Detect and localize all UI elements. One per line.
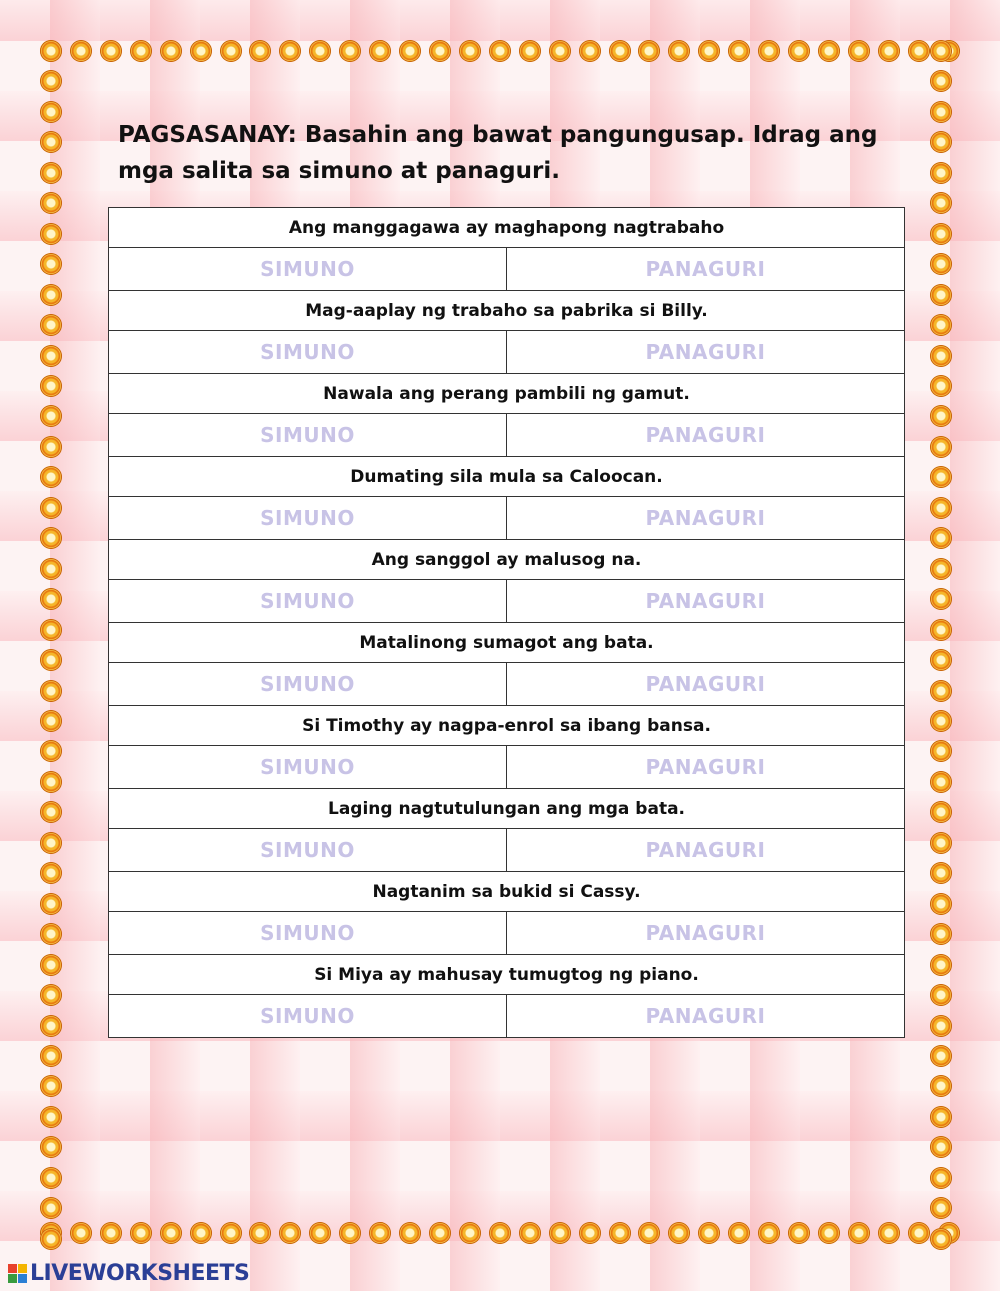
sun-icon (930, 771, 952, 793)
simuno-label: SIMUNO (260, 423, 355, 447)
sun-icon (40, 1106, 62, 1128)
sun-icon (930, 375, 952, 397)
sun-icon (40, 497, 62, 519)
sun-icon (930, 345, 952, 367)
sun-icon (930, 497, 952, 519)
sun-icon (930, 101, 952, 123)
sun-icon (40, 405, 62, 427)
sun-icon (930, 680, 952, 702)
panaguri-drop-zone[interactable] (507, 331, 905, 374)
sun-icon (579, 1222, 601, 1244)
sun-icon (40, 1136, 62, 1158)
sun-icon (930, 923, 952, 945)
answer-row (109, 746, 905, 789)
sun-icon (930, 253, 952, 275)
sun-icon (429, 40, 451, 62)
sun-icon (40, 588, 62, 610)
panaguri-drop-zone[interactable] (507, 829, 905, 872)
sun-icon (40, 680, 62, 702)
sun-icon (549, 40, 571, 62)
sun-icon (40, 954, 62, 976)
instruction-text: PAGSASANAY: Basahin ang bawat pangungusap. Idrag ang mga salita sa simuno at panaguri. (118, 122, 878, 184)
sentence-row (109, 291, 905, 331)
sun-icon (40, 253, 62, 275)
sun-icon (930, 314, 952, 336)
sun-icon (100, 40, 122, 62)
border-column (930, 40, 954, 1250)
sun-icon (878, 1222, 900, 1244)
sun-icon (100, 1222, 122, 1244)
simuno-drop-zone[interactable] (109, 663, 507, 706)
sun-icon (930, 436, 952, 458)
panaguri-drop-zone[interactable] (507, 414, 905, 457)
sun-icon (40, 740, 62, 762)
sentence-row (109, 789, 905, 829)
sun-icon (369, 1222, 391, 1244)
sun-icon (728, 40, 750, 62)
sun-icon (758, 40, 780, 62)
simuno-label: SIMUNO (260, 340, 355, 364)
sun-icon (848, 40, 870, 62)
sun-icon (279, 40, 301, 62)
sun-icon (930, 162, 952, 184)
sun-icon (40, 527, 62, 549)
sun-icon (930, 192, 952, 214)
sun-icon (309, 1222, 331, 1244)
answer-row (109, 912, 905, 955)
answer-row (109, 663, 905, 706)
sun-icon (848, 1222, 870, 1244)
sun-icon (220, 1222, 242, 1244)
panaguri-label: PANAGURI (645, 506, 766, 530)
simuno-label: SIMUNO (260, 1004, 355, 1028)
sentence-text: Laging nagtutulungan ang mga bata. (109, 789, 905, 829)
sun-icon (930, 1228, 952, 1250)
sun-icon (279, 1222, 301, 1244)
answer-row (109, 497, 905, 540)
sun-icon (638, 40, 660, 62)
panaguri-label: PANAGURI (645, 755, 766, 779)
answer-row (109, 248, 905, 291)
sun-icon (609, 1222, 631, 1244)
sentence-text: Si Miya ay mahusay tumugtog ng piano. (109, 955, 905, 995)
sun-icon (220, 40, 242, 62)
sun-icon (519, 1222, 541, 1244)
sun-icon (339, 1222, 361, 1244)
panaguri-label: PANAGURI (645, 589, 766, 613)
sun-icon (930, 1167, 952, 1189)
panaguri-label: PANAGURI (645, 257, 766, 281)
sun-icon (40, 1167, 62, 1189)
sun-icon (40, 70, 62, 92)
panaguri-label: PANAGURI (645, 423, 766, 447)
sun-icon (930, 1015, 952, 1037)
panaguri-label: PANAGURI (645, 672, 766, 696)
panaguri-drop-zone[interactable] (507, 746, 905, 789)
sun-icon (930, 954, 952, 976)
sun-icon (908, 40, 930, 62)
sun-icon (668, 40, 690, 62)
sun-icon (40, 1197, 62, 1219)
sentence-row (109, 623, 905, 663)
sun-icon (130, 40, 152, 62)
simuno-label: SIMUNO (260, 838, 355, 862)
sun-icon (40, 314, 62, 336)
sun-icon (40, 1228, 62, 1250)
answer-row (109, 829, 905, 872)
sun-icon (818, 40, 840, 62)
sun-icon (249, 40, 271, 62)
sun-icon (930, 801, 952, 823)
sun-icon (309, 40, 331, 62)
border-row (40, 1222, 960, 1246)
sun-icon (40, 162, 62, 184)
simuno-drop-zone[interactable] (109, 995, 507, 1038)
sun-icon (40, 832, 62, 854)
sun-icon (930, 527, 952, 549)
sun-icon (930, 40, 952, 62)
panaguri-label: PANAGURI (645, 1004, 766, 1028)
sun-icon (40, 801, 62, 823)
simuno-label: SIMUNO (260, 921, 355, 945)
sentence-text: Nawala ang perang pambili ng gamut. (109, 374, 905, 414)
sun-icon (160, 40, 182, 62)
simuno-label: SIMUNO (260, 257, 355, 281)
sun-icon (190, 1222, 212, 1244)
sun-icon (40, 984, 62, 1006)
panaguri-drop-zone[interactable] (507, 580, 905, 623)
sentence-row (109, 208, 905, 248)
sun-icon (930, 1045, 952, 1067)
sun-icon (930, 588, 952, 610)
panaguri-drop-zone[interactable] (507, 663, 905, 706)
sun-icon (249, 1222, 271, 1244)
sun-icon (40, 345, 62, 367)
sun-icon (930, 131, 952, 153)
sun-icon (70, 40, 92, 62)
sun-icon (698, 40, 720, 62)
simuno-drop-zone[interactable] (109, 331, 507, 374)
simuno-drop-zone[interactable] (109, 414, 507, 457)
panaguri-label: PANAGURI (645, 921, 766, 945)
sentence-row (109, 872, 905, 912)
sun-icon (668, 1222, 690, 1244)
logo-text: LIVEWORKSHEETS (30, 1261, 250, 1286)
sun-icon (40, 223, 62, 245)
sentence-row (109, 706, 905, 746)
sun-icon (930, 1106, 952, 1128)
liveworksheets-logo[interactable] (8, 1261, 249, 1286)
simuno-drop-zone[interactable] (109, 746, 507, 789)
sun-icon (40, 893, 62, 915)
sun-icon (758, 1222, 780, 1244)
sun-icon (40, 375, 62, 397)
sun-icon (519, 40, 541, 62)
sun-icon (908, 1222, 930, 1244)
sun-icon (40, 192, 62, 214)
sun-icon (788, 1222, 810, 1244)
sun-icon (40, 40, 62, 62)
sun-icon (40, 649, 62, 671)
answer-row (109, 414, 905, 457)
sun-icon (40, 466, 62, 488)
simuno-label: SIMUNO (260, 589, 355, 613)
sun-icon (399, 40, 421, 62)
sun-icon (930, 70, 952, 92)
sun-icon (878, 40, 900, 62)
simuno-label: SIMUNO (260, 506, 355, 530)
panaguri-drop-zone[interactable] (507, 912, 905, 955)
sun-icon (930, 649, 952, 671)
sentence-text: Ang manggagawa ay maghapong nagtrabaho (109, 208, 905, 248)
sun-icon (930, 1136, 952, 1158)
sentence-text: Mag-aaplay ng trabaho sa pabrika si Billy. (109, 291, 905, 331)
sun-icon (40, 619, 62, 641)
sun-icon (930, 405, 952, 427)
sun-icon (339, 40, 361, 62)
answer-row (109, 331, 905, 374)
sun-icon (549, 1222, 571, 1244)
sun-icon (429, 1222, 451, 1244)
sun-icon (818, 1222, 840, 1244)
sun-icon (930, 619, 952, 641)
sun-icon (40, 101, 62, 123)
sentence-text: Nagtanim sa bukid si Cassy. (109, 872, 905, 912)
sun-icon (40, 558, 62, 580)
border-row (40, 40, 960, 64)
sun-icon (40, 923, 62, 945)
border-column (40, 40, 64, 1250)
sentence-row (109, 955, 905, 995)
sun-icon (489, 1222, 511, 1244)
sun-icon (609, 40, 631, 62)
sun-icon (459, 40, 481, 62)
sun-icon (930, 1075, 952, 1097)
sun-icon (399, 1222, 421, 1244)
sentence-row (109, 374, 905, 414)
sun-icon (40, 436, 62, 458)
answer-row (109, 995, 905, 1038)
sun-icon (930, 284, 952, 306)
sun-icon (160, 1222, 182, 1244)
sun-icon (40, 1015, 62, 1037)
exercise-table (108, 207, 905, 1038)
logo-icon (8, 1264, 27, 1283)
sun-icon (638, 1222, 660, 1244)
sun-icon (130, 1222, 152, 1244)
sun-icon (459, 1222, 481, 1244)
sun-icon (930, 893, 952, 915)
sun-icon (930, 223, 952, 245)
sentence-row (109, 540, 905, 580)
sun-icon (579, 40, 601, 62)
sun-icon (40, 131, 62, 153)
sun-icon (190, 40, 212, 62)
sentence-text: Si Timothy ay nagpa-enrol sa ibang bansa. (109, 706, 905, 746)
sun-icon (40, 1075, 62, 1097)
sentence-text: Ang sanggol ay malusog na. (109, 540, 905, 580)
simuno-drop-zone[interactable] (109, 248, 507, 291)
simuno-drop-zone[interactable] (109, 580, 507, 623)
simuno-drop-zone[interactable] (109, 912, 507, 955)
simuno-label: SIMUNO (260, 755, 355, 779)
panaguri-label: PANAGURI (645, 340, 766, 364)
sun-icon (930, 740, 952, 762)
sun-icon (930, 984, 952, 1006)
panaguri-drop-zone[interactable] (507, 248, 905, 291)
sun-icon (40, 710, 62, 732)
simuno-label: SIMUNO (260, 672, 355, 696)
sun-icon (930, 1197, 952, 1219)
sun-icon (369, 40, 391, 62)
sentence-text: Dumating sila mula sa Caloocan. (109, 457, 905, 497)
sun-icon (40, 1045, 62, 1067)
sun-icon (489, 40, 511, 62)
simuno-drop-zone[interactable] (109, 829, 507, 872)
sun-icon (698, 1222, 720, 1244)
simuno-drop-zone[interactable] (109, 497, 507, 540)
sun-icon (788, 40, 810, 62)
sun-icon (728, 1222, 750, 1244)
sun-icon (930, 862, 952, 884)
sun-icon (930, 466, 952, 488)
panaguri-drop-zone[interactable] (507, 497, 905, 540)
sun-icon (40, 862, 62, 884)
answer-row (109, 580, 905, 623)
sun-icon (40, 771, 62, 793)
panaguri-drop-zone[interactable] (507, 995, 905, 1038)
panaguri-label: PANAGURI (645, 838, 766, 862)
sun-icon (930, 558, 952, 580)
sun-icon (930, 710, 952, 732)
sun-icon (70, 1222, 92, 1244)
sun-icon (930, 832, 952, 854)
sentence-row (109, 457, 905, 497)
sentence-text: Matalinong sumagot ang bata. (109, 623, 905, 663)
sun-icon (40, 284, 62, 306)
